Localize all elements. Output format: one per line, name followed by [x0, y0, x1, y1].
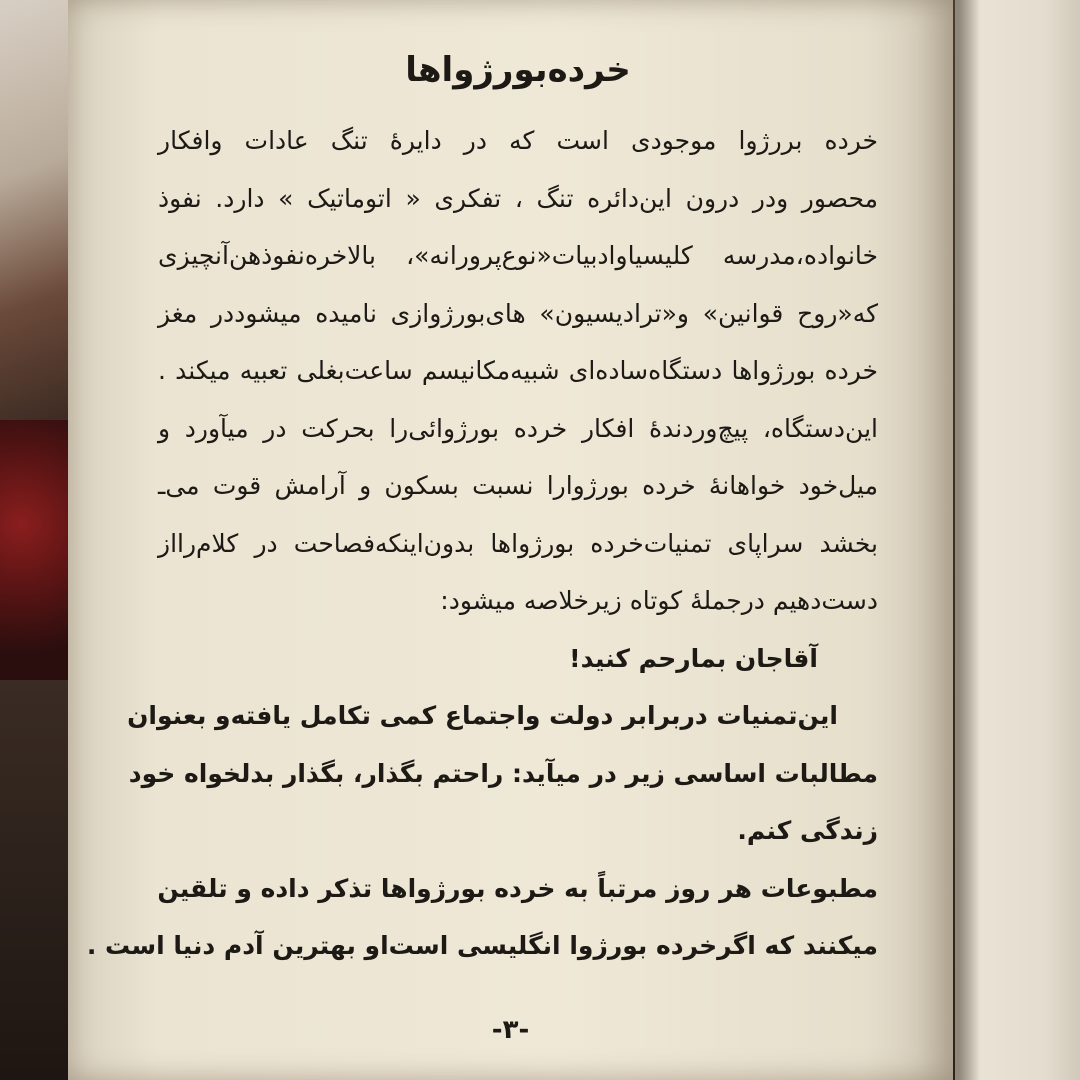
text-line: میل‌خود خواهانهٔ خرده بورژوارا نسبت بسکون و آرامش قوت می‌ـ: [158, 471, 878, 500]
page-number: -۳-: [491, 1015, 530, 1045]
background-object: [0, 420, 70, 680]
text-line: که«روح قوانین» و«تراديسيون» های‌بورژوازی نامیده میشود‌در مغز: [158, 298, 878, 328]
text-line: دست‌دهیم درجملهٔ کوتاه زیرخلاصه میشود:: [440, 586, 878, 615]
text-line: خانواده،مدرسه کلیسیاوادبیات«نوع‌پرورانه»، بالاخره‌نفوذهن‌آنچیزی: [158, 241, 878, 270]
text-line: بخشد سراپای تمنیات‌خرده بورژواها بدون‌اینکه‌فصاحت در کلام‌را‌از: [158, 528, 878, 558]
text-line: این‌دستگاه، پیچ‌وردندهٔ افکار خرده بورژوائی‌را بحرکت در میآورد و: [158, 413, 878, 443]
text-line: مطالبات اساسی زیر در میآید: راحتم بگذار، بگذار بدلخواه خود: [128, 758, 878, 788]
text-line: مطبوعات هر روز مرتباً به خرده بورژواها تذکر داده و تلقین: [157, 873, 878, 903]
text-line: آقاجان بمارحم کنید!: [569, 643, 818, 673]
text-line: این‌تمنیات دربرابر دولت واجتماع کمی تکامل یافته‌و بعنوان: [127, 701, 838, 730]
adjacent-page: [955, 0, 1080, 1080]
text-line: خرده بورژواها دستگاه‌ساده‌ای شبیه‌مکانیسم ساعت‌بغلی تعبیه میکند .: [158, 356, 878, 385]
text-line: زندگی کنم.: [737, 816, 878, 845]
text-line: میکنند که اگرخرده بورژوا انگلیسی است‌او بهترین آدم دنیا است .: [86, 931, 878, 960]
text-line: محصور ودر درون این‌دائره تنگ ، تفکری « اتوماتیک » دارد. نفوذ: [158, 183, 878, 213]
page-text: [86, 50, 898, 975]
book-page: [68, 0, 953, 1080]
background-object: [0, 680, 75, 1080]
page-title: خرده‌بورژواها: [405, 50, 631, 90]
text-line: خرده بررژوا موجودی است که در دایرهٔ تنگ عادات وافکار: [158, 126, 878, 155]
